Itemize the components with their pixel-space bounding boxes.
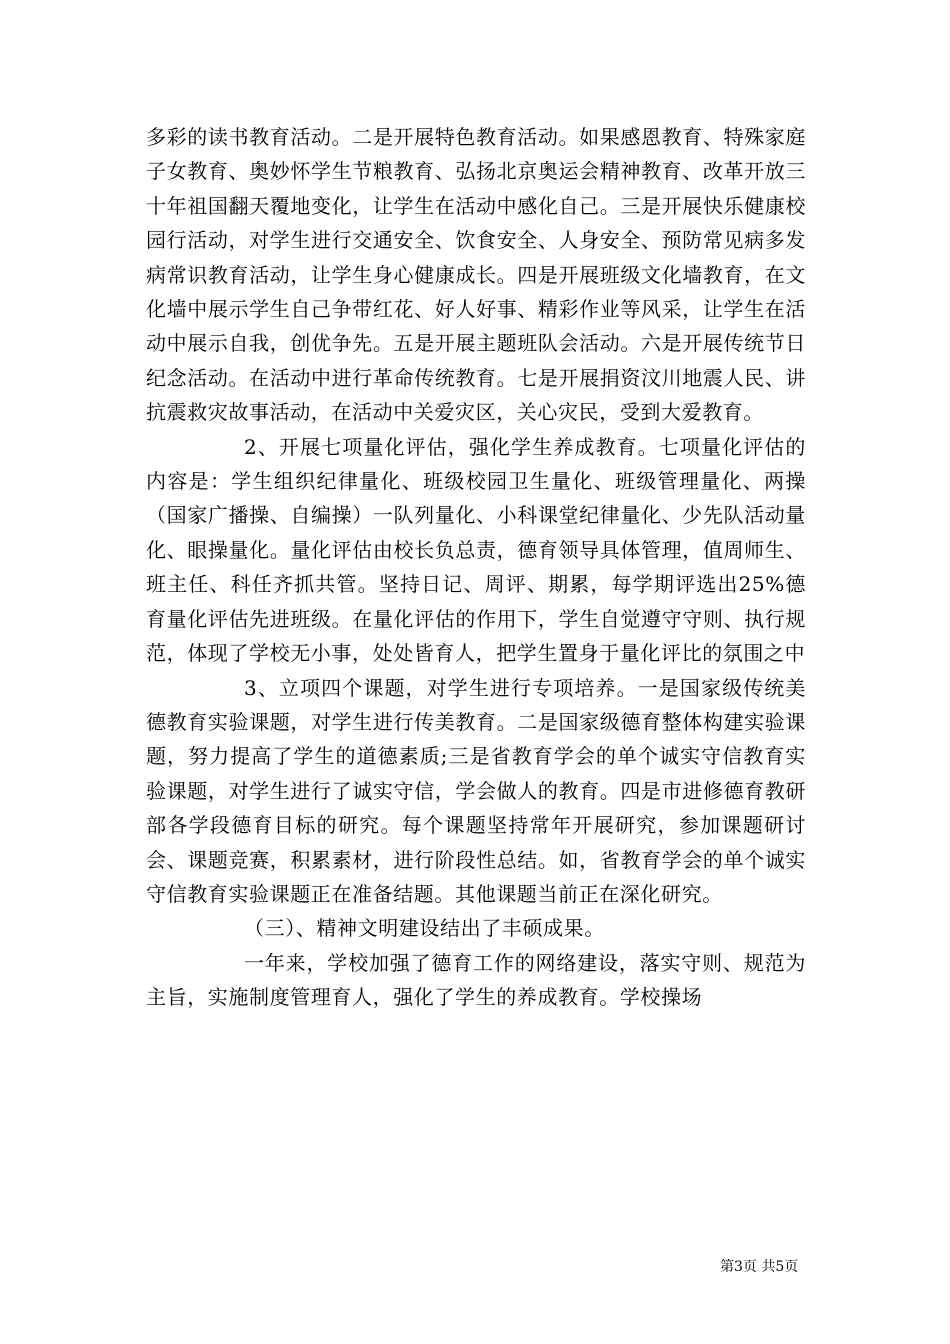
paragraph-quantified-evaluation: 2、开展七项量化评估，强化学生养成教育。七项量化评估的内容是：学生组织纪律量化、班级校园卫生量化、班级管理量化、两操（国家广播操、自编操）一队列量化、小科课堂纪律量化、少先队活动量化、眼操量化。量化评估由校长负总责，德育领导具体管理，值周师生、班主任、科任齐抓共管。坚持日记、周评、期累，每学期评选出25%德育量化评估先进班级。在量化评估的作用下，学生自觉遵守守则、执行规范，体现了学校无小事，处处皆育人，把学生置身于量化评比的氛围之中 <box>146 434 806 666</box>
paragraph-activities: 多彩的读书教育活动。二是开展特色教育活动。如果感恩教育、特殊家庭子女教育、奥妙怀学生节粮教育、弘扬北京奥运会精神教育、改革开放三十年祖国翻天覆地变化，让学生在活动中感化自己。三是开展快乐健康校园行活动，对学生进行交通安全、饮食安全、人身安全、预防常见病多发病常识教育活动，让学生身心健康成长。四是开展班级文化墙教育，在文化墙中展示学生自己争带红花、好人好事、精彩作业等风采，让学生在活动中展示自我，创优争先。五是开展主题班队会活动。六是开展传统节日纪念活动。在活动中进行革命传统教育。七是开展捐资汶川地震人民、讲抗震救灾故事活动，在活动中关爱灾区，关心灾民，受到大爱教育。 <box>146 125 806 425</box>
paragraph-research-projects: 3、立项四个课题，对学生进行专项培养。一是国家级传统美德教育实验课题，对学生进行传美教育。二是国家级德育整体构建实验课题，努力提高了学生的道德素质;三是省教育学会的单个诚实守信教育实验课题，对学生进行了诚实守信，学会做人的教育。四是市进修德育教研部各学段德育目标的研究。每个课题坚持常年开展研究，参加课题研讨会、课题竞赛，积累素材，进行阶段性总结。如，省教育学会的单个诚实守信教育实验课题正在准备结题。其他课题当前正在深化研究。 <box>146 675 806 906</box>
paragraph-year-summary: 一年来，学校加强了德育工作的网络建设，落实守则、规范为主旨，实施制度管理育人，强化了学生的养成教育。学校操场 <box>146 950 806 1010</box>
document-page <box>146 120 806 1015</box>
page-number-footer: 第3页 共5页 <box>720 1259 799 1275</box>
section-heading-civilization: （三）、精神文明建设结出了丰硕成果。 <box>244 916 605 941</box>
